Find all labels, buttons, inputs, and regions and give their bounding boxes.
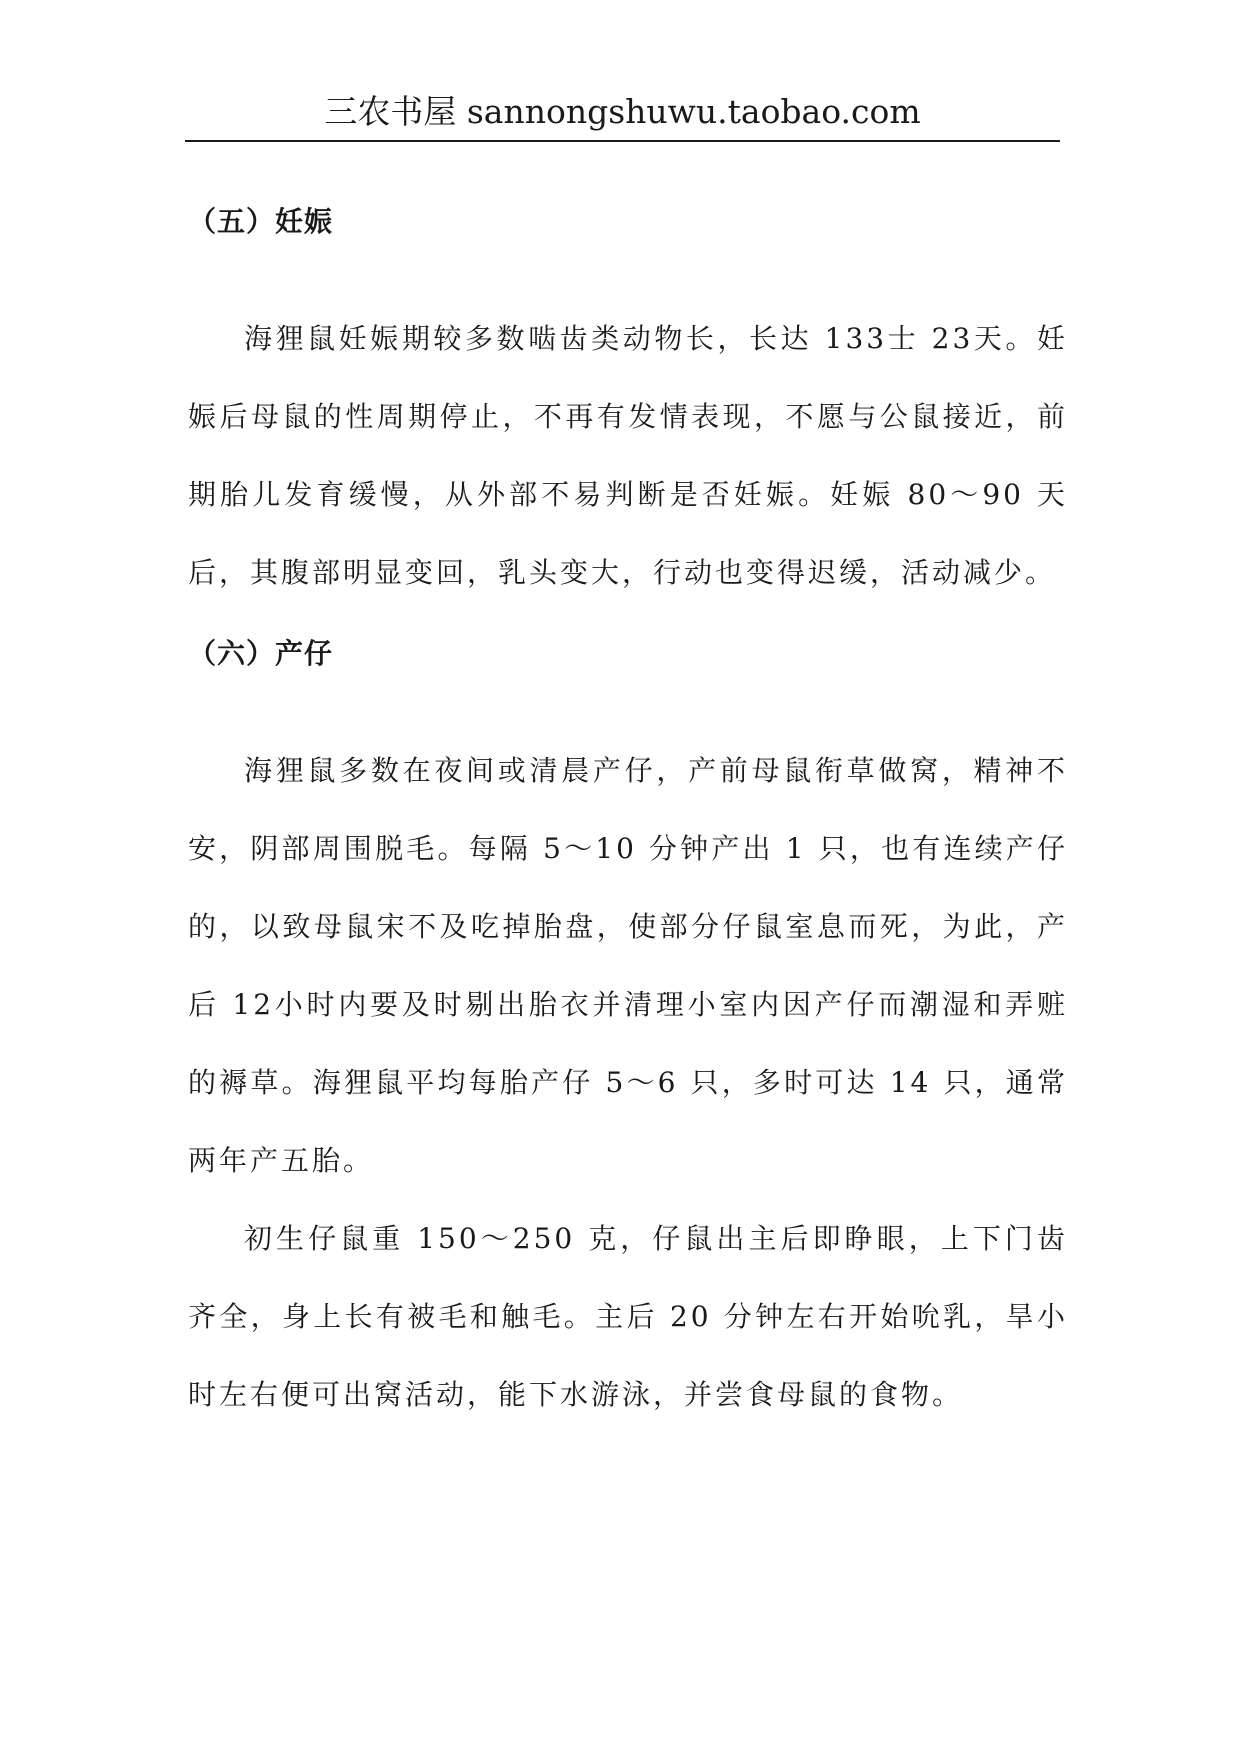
document-body	[188, 196, 1068, 1434]
paragraph: 海狸鼠妊娠期较多数啮齿类动物长，长达 133士 23天。妊娠后母鼠的性周期停止，不再有发情表现，不愿与公鼠接近，前期胎儿发育缓慢，从外部不易判断是否妊娠。妊娠 80～90 天后，其腹部明显变回，乳头变大，行动也变得迟缓，活动减少。	[188, 322, 1068, 589]
paragraph: 海狸鼠多数在夜间或清晨产仔，产前母鼠衔草做窝，精神不安，阴部周围脱毛。每隔 5～10 分钟产出 1 只，也有连续产仔的，以致母鼠宋不及吃掉胎盘，使部分仔鼠室息而死，为此，产后 12小时内要及时剔出胎衣并清理小室内因产仔而潮湿和弄赃的褥草。海狸鼠平均每胎产仔 5～6 只，多时可达 14 只，通常两年产五胎。	[188, 754, 1068, 1177]
section-birth	[188, 628, 1068, 1434]
section-heading: （六）产仔	[188, 637, 334, 670]
section-pregnancy	[188, 196, 1068, 612]
header-title: 三农书屋 sannongshuwu.taobao.com	[324, 92, 921, 131]
section-heading: （五）妊娠	[188, 205, 334, 238]
paragraph: 初生仔鼠重 150～250 克，仔鼠出主后即睁眼，上下门齿齐全，身上长有被毛和触毛。主后 20 分钟左右开始吮乳，旱小时左右便可出窝活动，能下水游泳，并尝食母鼠的食物。	[188, 1222, 1068, 1411]
page-header	[185, 88, 1060, 142]
